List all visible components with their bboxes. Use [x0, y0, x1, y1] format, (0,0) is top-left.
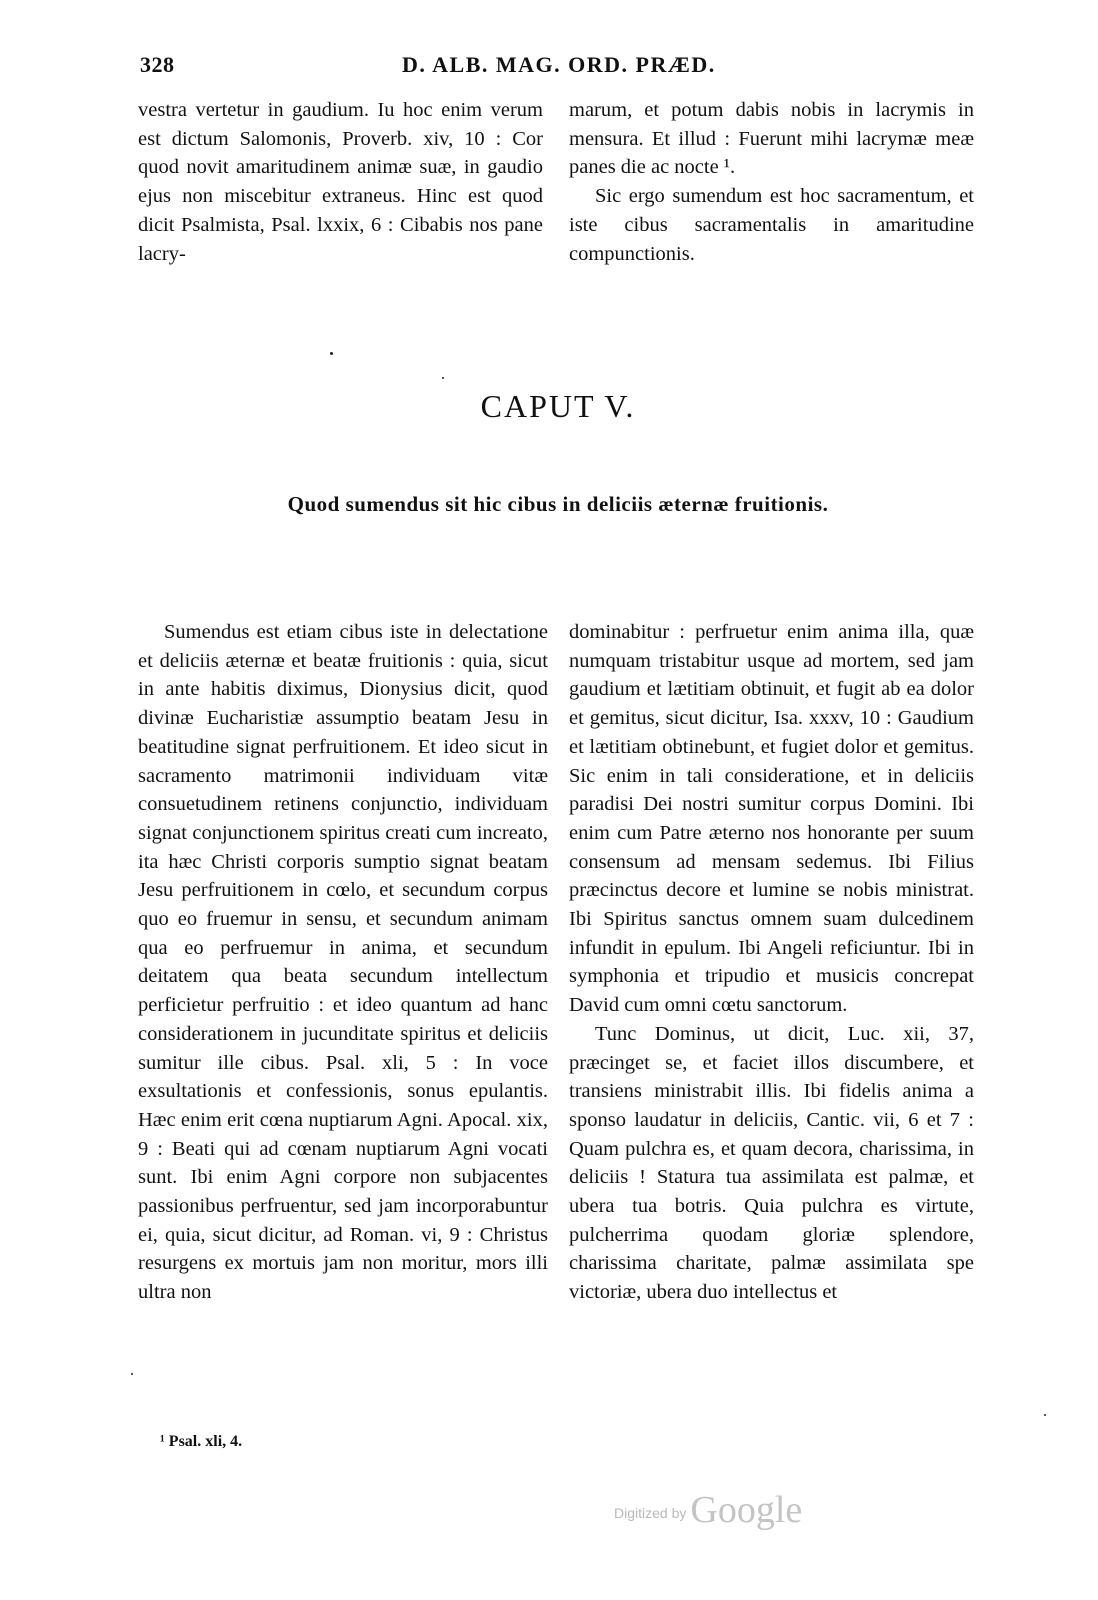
watermark-prefix: Digitized by	[614, 1505, 687, 1521]
paragraph: marum, et potum dabis nobis in lacrymis in mensura. Et illud : Fuerunt mihi lacrymæ meæ panes die ac nocte ¹.	[569, 99, 974, 179]
paragraph: Tunc Dominus, ut dicit, Luc. xii, 37, præcinget se, et faciet illos discumbere, et transiens ministrabit illis. Ibi fidelis anima a sponso laudatur in deliciis, Cantic. vii, 6 et 7 : Quam pulchra es, et quam decora, charissima, in deliciis ! Statura tua assimilata est palmæ, et ubera tua botris. Quia pulchra es virtute, pulcherrima quodam gloriæ splendore, charissima charitate, palmæ assimilata spe victoriæ, ubera duo intellectus et	[569, 1022, 974, 1304]
chapter-title: CAPUT V.	[480, 388, 636, 424]
paragraph: dominabitur : perfruetur enim anima illa, quæ numquam tristabitur usque ad mortem, sed jam gaudium et lætitiam obtinuit, et fugit ab ea dolor et gemitus, sicut dicitur, Isa. xxxv, 10 : Gaudium et lætitiam obtinebunt, et fugiet dolor et gemitus. Sic enim in tali consideratione, et in deliciis paradisi Dei nostri sumitur corpus Domini. Ibi enim cum Patre æterno nos honorante per suum consensum ad mensam sedemus. Ibi Filius præcinctus decore et lumine se nobis ministrat. Ibi Spiritus sanctus omnem suam dulcedinem infundit in epulum. Ibi Angeli reficiuntur. Ibi in symphonia et tripudio et musicis concrepat David cum omni cœtu sanctorum.	[569, 621, 974, 1017]
top-right-column	[569, 96, 974, 268]
ink-speck	[131, 1373, 133, 1375]
digitized-watermark	[614, 1488, 802, 1532]
footnote: ¹ Psal. xli, 4.	[160, 1433, 243, 1450]
google-logo: Google	[690, 1489, 803, 1531]
bottom-left-column	[138, 618, 548, 1307]
paragraph: Sumendus est etiam cibus iste in delectatione et deliciis æternæ et beatæ fruitionis : quia, sicut in ante habitis diximus, Dionysius dicit, quod divinæ Eucharistiæ assumptio beatam Jesu in beatitudine signat perfruitionem. Et ideo sicut in sacramento matrimonii individuam vitæ consuetudinem retinens conjunctio, individuam signat conjunctionem spiritus creati cum increato, ita hæc Christi corporis sumptio signat beatam Jesu perfruitionem in cœlo, et secundum corpus quo eo fruemur in sensu, et secundum animam qua eo perfruemur in anima, et secundum deitatem qua beata secundum intellectum perficietur perfruitio : et ideo quantum ad hanc considerationem in jucunditate spiritus et deliciis sumitur ille cibus. Psal. xli, 5 : In voce exsultationis et confessionis, sonus epulantis. Hæc enim erit cœna nuptiarum Agni. Apocal. xix, 9 : Beati qui ad cœnam nuptiarum Agni vocati sunt. Ibi enim Agni corpore non subjacentes passionibus perfruentur, sed jam incorporabuntur ei, quia, sicut dicitur, ad Roman. vi, 9 : Christus resurgens ex mortuis jam non moritur, mors illi ultra non	[138, 621, 548, 1304]
paragraph: vestra vertetur in gaudium. Iu hoc enim verum est dictum Salomonis, Proverb. xiv, 10 : Cor quod novit amaritudinem animæ suæ, in gaudio ejus non miscebitur extraneus. Hinc est quod dicit Psalmista, Psal. lxxix, 6 : Cibabis nos pane lacry-	[138, 99, 543, 265]
top-left-column	[138, 96, 543, 268]
bottom-right-column	[569, 618, 974, 1307]
ink-speck	[1044, 1414, 1046, 1416]
chapter-subtitle: Quod sumendus sit hic cibus in deliciis æternæ fruitionis.	[287, 492, 829, 516]
running-head: D. ALB. MAG. ORD. PRÆD.	[402, 52, 716, 77]
ink-speck	[330, 352, 333, 355]
ink-speck	[442, 377, 444, 379]
paragraph: Sic ergo sumendum est hoc sacramentum, et iste cibus sacramentalis in amaritudine compunctionis.	[569, 185, 974, 265]
page-number: 328	[140, 52, 175, 77]
